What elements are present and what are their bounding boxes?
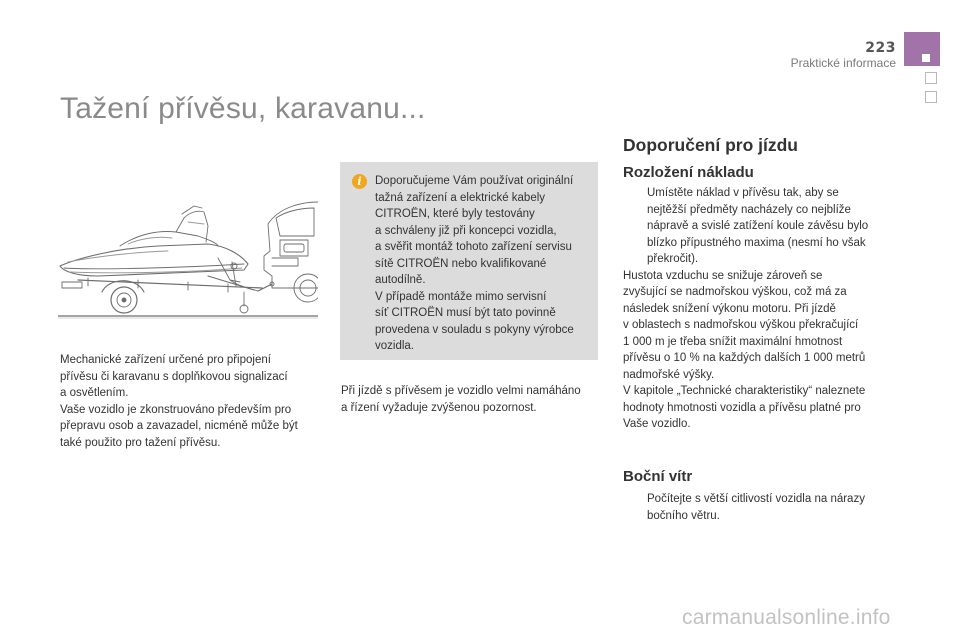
text-line: a osvětlením. [60, 387, 129, 399]
info-text [375, 173, 588, 355]
text-line: přívěsu či karavanu s doplňkovou signalizací [60, 370, 288, 383]
text-line: Umístěte náklad v přívěsu tak, aby se [647, 187, 839, 199]
text-line: blízko přípustného maxima (nesmí ho však [647, 236, 866, 249]
text-line: nejtěžší předměty nacházely co nejblíže [647, 203, 851, 216]
subsection-heading-crosswind: Boční vítr [623, 468, 693, 485]
text-line: 1 000 m je třeba snížit maximální hmotnost [623, 335, 843, 348]
intro-text [60, 352, 320, 451]
chapter-tab[interactable] [925, 91, 937, 103]
text-line: Mechanické zařízení určené pro připojení [60, 354, 271, 366]
text-line: Počítejte s větší citlivostí vozidla na nárazy [647, 493, 865, 505]
text-line: Vaše vozidlo je zkonstruováno především pro [60, 403, 292, 416]
text-line: bočního větru. [647, 509, 720, 522]
watermark: carmanualsonline.info [682, 606, 891, 629]
text-line: Při jízdě s přívěsem je vozidlo velmi namáháno [341, 385, 581, 397]
text-line: provedena v souladu s pokyny výrobce [375, 323, 574, 336]
text-line: tažná zařízení a elektrické kabely [375, 191, 546, 204]
text-line: také použito pro tažení přívěsu. [60, 436, 221, 449]
text-line: V případě montáže mimo servisní [375, 290, 547, 303]
page-title: Tažení přívěsu, karavanu... [60, 92, 426, 125]
text-line: zvyšující se nadmořskou výškou, což má za [623, 286, 847, 298]
info-icon: i [352, 174, 367, 189]
trailer-illustration [58, 196, 318, 321]
text-line: CITROËN, které byly testovány [375, 208, 535, 220]
text-line: přepravu osob a zavazadel, nicméně může být [60, 420, 298, 432]
section-heading: Doporučení pro jízdu [623, 135, 798, 155]
text-line: hodnoty hmotnosti vozidla a přívěsu platné pro [623, 401, 861, 414]
text-line: nadmořské výšky. [623, 368, 715, 381]
info-box [340, 162, 598, 360]
text-line: Vaše vozidlo. [623, 418, 691, 430]
text-line: a řízení vyžaduje zvýšenou pozornost. [341, 401, 537, 414]
load-distribution-text [623, 185, 888, 433]
text-line: následek snížení výkonu motoru. Při jízdě [623, 302, 836, 315]
text-line: Doporučujeme Vám používat originální [375, 175, 574, 187]
text-line: autodílně. [375, 274, 426, 286]
driving-note [341, 383, 603, 416]
text-line: přívěsu o 10 % na každých dalších 1 000 metrů [623, 352, 866, 364]
section-name: Praktické informace [790, 56, 896, 70]
text-line: sítě CITROËN nebo kvalifikované [375, 257, 547, 270]
chapter-tab-active[interactable] [904, 32, 940, 66]
tab-marker-icon [922, 54, 930, 62]
list-item [623, 185, 888, 268]
page-number: 223 [865, 40, 896, 56]
altitude-paragraph [623, 268, 888, 433]
crosswind-text [623, 491, 888, 524]
text-line: v oblastech s nadmořskou výškou překračující [623, 319, 859, 331]
subsection-heading-load: Rozložení nákladu [623, 164, 754, 181]
list-item [623, 491, 888, 524]
text-line: překročit). [647, 253, 699, 265]
text-line: a schváleny již při koncepci vozidla, [375, 224, 557, 237]
text-line: síť CITROËN musí být tato povinně [375, 307, 556, 319]
text-line: V kapitole „Technické charakteristiky“ naleznete [623, 385, 866, 397]
chapter-tab[interactable] [925, 72, 937, 84]
text-line: vozidla. [375, 340, 414, 352]
text-line: a svěřit montáž tohoto zařízení servisu [375, 241, 572, 253]
text-line: Hustota vzduchu se snižuje zároveň se [623, 269, 823, 282]
text-line: nápravě a svislé zatížení koule závěsu bylo [647, 220, 869, 232]
